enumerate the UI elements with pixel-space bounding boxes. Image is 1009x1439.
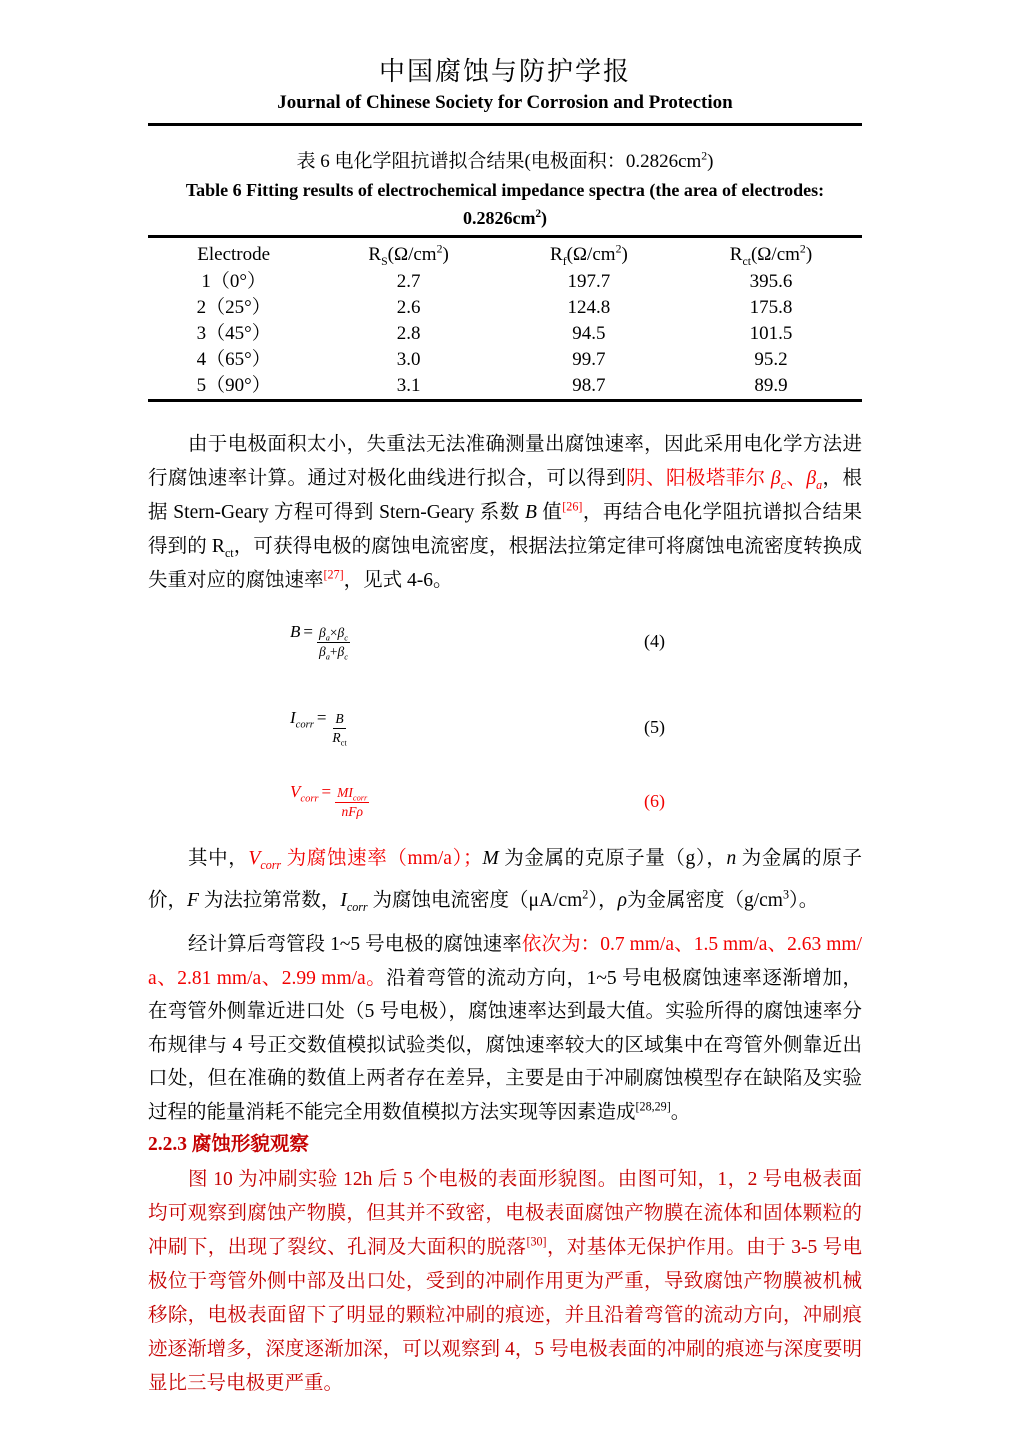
table-caption-en: Table 6 Fitting results of electrochemical impedance spectra (the area of electrodes: $0.2826cm^2$) bbox=[185, 180, 825, 228]
fraction bbox=[330, 710, 348, 746]
fraction-denominator: $R_{ct}$ bbox=[332, 729, 347, 748]
table-cell: 94.5 bbox=[572, 323, 606, 344]
fraction-numerator: B bbox=[333, 710, 345, 729]
col-header-rf: $R_f(\Omega/cm^2)$ bbox=[550, 242, 628, 268]
table-cell: 3.1 bbox=[396, 375, 421, 396]
table-cell: 2.8 bbox=[396, 323, 421, 344]
journal-header bbox=[148, 54, 862, 126]
table-caption-cn: 表 6 电化学阻抗谱拟合结果(电极面积：$0.2826cm^2$) bbox=[296, 149, 714, 172]
fraction bbox=[335, 784, 369, 820]
page-content bbox=[0, 54, 1009, 1401]
journal-title-cn: 中国腐蚀与防护学报 bbox=[378, 57, 631, 86]
equation-6 bbox=[148, 778, 862, 824]
col-header-electrode: Electrode bbox=[197, 244, 271, 265]
equation-4 bbox=[148, 618, 862, 664]
equals-sign: = bbox=[303, 621, 313, 641]
equation-number: (5) bbox=[644, 716, 665, 737]
fraction-denominator: $\beta_a+\beta_c$ bbox=[318, 643, 348, 662]
table-cell: 89.9 bbox=[754, 375, 788, 396]
fraction-denominator: nFρ bbox=[341, 803, 363, 819]
table-cell: 395.6 bbox=[749, 271, 793, 292]
fraction-numerator: $MI_{corr}$ bbox=[337, 784, 368, 803]
equation-4-expression bbox=[290, 622, 350, 660]
table-row bbox=[148, 295, 862, 321]
col-header-rs: $R_S(\Omega/cm^2)$ bbox=[368, 242, 449, 268]
table-row bbox=[148, 373, 862, 401]
table-cell: 4（65°） bbox=[196, 349, 271, 370]
col-header-rct: $R_{ct}(\Omega/cm^2)$ bbox=[729, 242, 813, 268]
table-cell: 98.7 bbox=[572, 375, 606, 396]
equation-lhs: $I_{corr}$ bbox=[290, 707, 314, 731]
table-cell: 101.5 bbox=[749, 323, 793, 344]
paragraph-corrosion-rate-method: 由于电极面积太小，失重法无法准确测量出腐蚀速率，因此采用电化学方法进行腐蚀速率计算。通过对极化曲线进行拟合，可以得到阴、阳极塔菲尔 $\beta_c$、$\beta_a$，根据 Stern-Geary 方程可得到 Stern-Geary 系数 B 值[26]，再结合电化学阻抗谱拟合结果得到的 $R_{ct}$，可获得电极的腐蚀电流密度，根据法拉第定律可将腐蚀电流密度转换成失重对应的腐蚀速率[27]，见式 4-6。 bbox=[148, 434, 862, 591]
paragraph-morphology-observation: 图 10 为冲刷实验 12h 后 5 个电极的表面形貌图。由图可知，1，2 号电极表面均可观察到腐蚀产物膜，但其并不致密，电极表面腐蚀产物膜在流体和固体颗粒的冲刷下，出现了裂纹、孔洞及大面积的脱落[30]，对基体无保护作用。由于 3-5 号电极位于弯管外侧中部及出口处，受到的冲刷作用更为严重，导致腐蚀产物膜被机械移除，电极表面留下了明显的颗粒冲刷的痕迹，并且沿着弯管的流动方向，冲刷痕迹逐渐增多，深度逐渐加深，可以观察到 4，5 号电极表面的冲刷的痕迹与深度要明显比三号电极更严重。 bbox=[148, 1169, 862, 1394]
table-header-row bbox=[148, 237, 862, 270]
table-block bbox=[148, 148, 862, 402]
table-cell: 1（0°） bbox=[201, 271, 266, 292]
table-cell: 95.2 bbox=[754, 349, 788, 370]
table-cell: 197.7 bbox=[567, 271, 611, 292]
impedance-results-table bbox=[148, 235, 862, 402]
table-cell: 175.8 bbox=[749, 297, 793, 318]
paragraph-symbol-definitions: 其中，$V_{corr}$ 为腐蚀速率（mm/a）；M 为金属的克原子量（g），n 为金属的原子价，F 为法拉第常数，$I_{corr}$ 为腐蚀电流密度$(\mu A/cm^2)$，ρ为金属密度$(g/cm^3)$。 bbox=[148, 848, 862, 914]
equation-6-expression bbox=[290, 782, 369, 820]
table-cell: 2.6 bbox=[396, 297, 421, 318]
journal-title-en: Journal of Chinese Society for Corrosion and Protection bbox=[277, 92, 733, 113]
table-row bbox=[148, 269, 862, 295]
equals-sign: = bbox=[316, 707, 327, 727]
equation-5 bbox=[148, 704, 862, 750]
table-row bbox=[148, 321, 862, 347]
equation-number: (6) bbox=[644, 790, 665, 811]
table-cell: 99.7 bbox=[572, 349, 606, 370]
paragraph-corrosion-rate-results: 经计算后弯管段 1~5 号电极的腐蚀速率依次为：0.7 mm/a、1.5 mm/a、2.63 mm/a、2.81 mm/a、2.99 mm/a。沿着弯管的流动方向，1~5 号电极腐蚀速率逐渐增加，在弯管外侧靠近进口处（5 号电极），腐蚀速率达到最大值。实验所得的腐蚀速率分布规律与 4 号正交数值模拟试验类似，腐蚀速率较大的区域集中在弯管外侧靠近出口处，但在准确的数值上两者存在差异，主要是由于冲刷腐蚀模型存在缺陷及实验过程的能量消耗不能完全用数值模拟方法实现等因素造成[28,29]。 bbox=[148, 934, 862, 1123]
equation-lhs: B bbox=[290, 621, 301, 641]
section-heading-2-2-3: 2.2.3 腐蚀形貌观察 bbox=[148, 1134, 309, 1155]
table-cell: 5（90°） bbox=[196, 375, 271, 396]
table-cell: 2.7 bbox=[396, 271, 421, 292]
equals-sign: = bbox=[321, 781, 332, 801]
fraction-numerator: $\beta_a\times\beta_c$ bbox=[318, 624, 348, 643]
table-row bbox=[148, 347, 862, 373]
fraction bbox=[317, 624, 350, 660]
table-cell: 2（25°） bbox=[196, 297, 271, 318]
table-cell: 124.8 bbox=[567, 297, 611, 318]
equation-lhs: $V_{corr}$ bbox=[290, 781, 319, 805]
table-cell: 3.0 bbox=[396, 349, 421, 370]
equation-5-expression bbox=[290, 708, 349, 746]
table-cell: 3（45°） bbox=[196, 323, 271, 344]
equation-number: (4) bbox=[644, 630, 665, 651]
header-rule bbox=[148, 123, 862, 126]
